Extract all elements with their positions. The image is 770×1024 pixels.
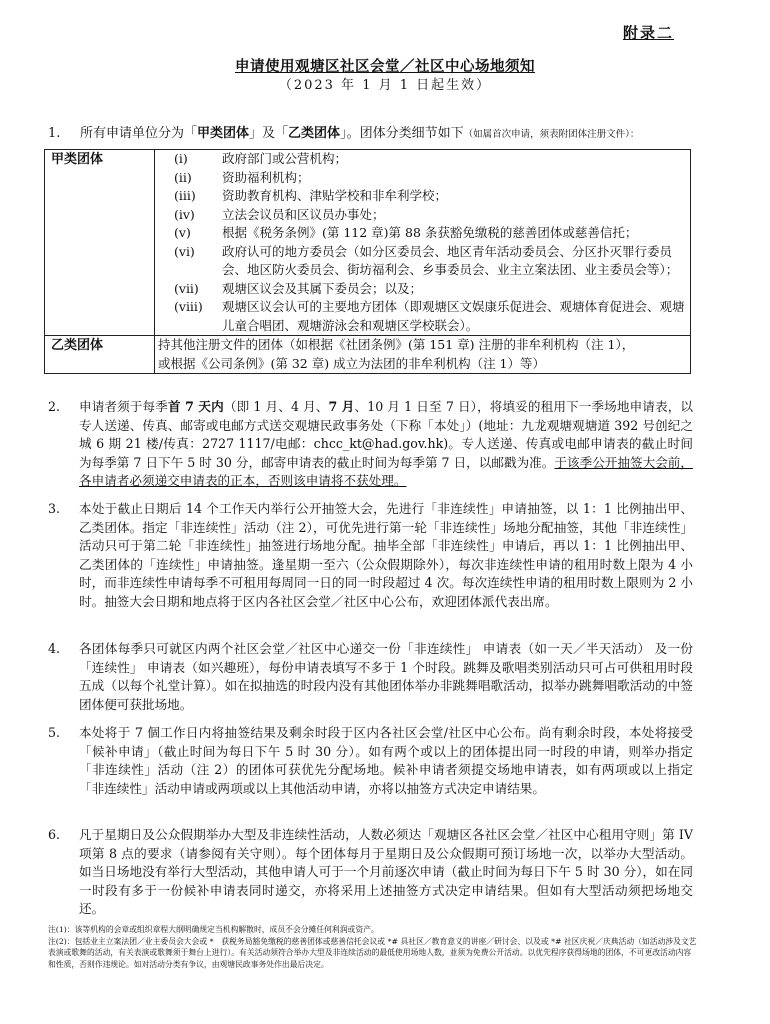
paragraph-number: 4. xyxy=(48,641,61,656)
item-text: 资助福利机构； xyxy=(222,169,310,185)
paragraph-body: 各团体每季只可就区内两个社区会堂／社区中心递交一份「非连续性」 申请表（如一天／半天活动） 及一份「连续性」 申请表（如兴趣班），每份申请表填写不多于 1 个时段。跳舞及歌唱类别活动只可占可供租用时段五成（以每个礼堂计算）。如在拟抽选的时段内没有其他团体举办非跳舞唱歌活动，拟举办跳舞唱歌活动的中签团体便可获批场地。 xyxy=(79,641,693,712)
item-text: 观塘区议会及其属下委员会；以及； xyxy=(222,280,423,296)
p2-text: 、10 月 1 日至 7 日），将填妥的租用下一季场地申请表，以专人送递、传真、邮寄或电邮方式送交观塘民政事务处（下称「本处」）(地址：九龙观塘观塘道 392 号创纪之城 6 期 21 楼/传真：2727 1117/电邮：chcc_kt@had.gov.hk)。专人送递、传真或电邮申请表的截止时间为每季第 7 日下午 5 时 30 分，邮寄申请表的截止时间为每季第 7 日，以邮戳为准。 xyxy=(79,399,693,470)
list-item xyxy=(158,150,687,169)
item-roman: (vii) xyxy=(174,280,199,296)
item-text: 观塘区议会认可的主要地方团体（即观塘区文娱康乐促进会、观塘体育促进会、观塘儿童合唱团、观塘游泳会和观塘区学校联会）。 xyxy=(222,299,685,333)
paragraph-number: 3. xyxy=(48,501,61,516)
item-text: 政府认可的地方委员会（如分区委员会、地区青年活动委员会、分区扑灭罪行委员会、地区防火委员会、街坊福利会、乡事委员会、业主立案法团、业主委员会等）； xyxy=(222,243,679,277)
class-b-description xyxy=(155,336,691,374)
p2-text: 申请者须于每季 xyxy=(79,399,168,414)
paragraph-6 xyxy=(48,826,693,919)
item-roman: (iii) xyxy=(174,188,196,203)
item-roman: (ii) xyxy=(174,169,192,185)
paragraph-2 xyxy=(48,398,693,491)
paragraph-body: 本处于截止日期后 14 个工作天内举行公开抽签大会，先进行「非连续性」申请抽签，以 1：1 比例抽出甲、乙类团体。指定「非连续性」活动（注 2），可优先进行第一轮「非连续性」场地分配抽签，其他「非连续性」活动只可于第二轮「非连续性」抽签进行场地分配。抽毕全部「非连续性」申请后，再以 1：1 比例抽出甲、乙类团体的「连续性」申请抽签。逢星期一至六（公众假期除外），每次非连续性申请的租用时数上限为 4 小时，而非连续性申请每季不可租用每周同一日的同一时段超过 4 次。每次连续性申请的租用时数上限则为 2 小时。抽签大会日期和地点将于区内各社区会堂／社区中心公布，欢迎团体派代表出席。 xyxy=(79,501,693,609)
paragraph-5 xyxy=(48,724,693,798)
list-item xyxy=(158,280,687,299)
footnote-1: 注(1)：该等机构的会章或组织章程大纲明确规定当机构解散时，成员不会分摊任何利润或资产。 xyxy=(48,925,379,934)
p2-underlined: 于该季公开抽签大会前，各申请者必须递交申请表的正本，否则该申请将不获处理。 xyxy=(79,454,693,489)
paragraph-number: 5. xyxy=(48,725,61,740)
paragraph-number: 1. xyxy=(48,126,61,141)
p1-text-b: 」及「 xyxy=(249,126,289,141)
p1-text-a: 所有申请单位分为「 xyxy=(80,126,198,141)
p1-small-note: （如属首次申请，须表附团体注册文件）： xyxy=(463,129,640,140)
p1-class-a: 甲类团体 xyxy=(197,126,250,141)
item-text: 资助教育机构、津贴学校和非牟利学校； xyxy=(222,188,448,203)
p1-text-c: 」。团体分类细节如下 xyxy=(340,126,464,141)
class-a-row xyxy=(45,150,691,336)
item-roman: (i) xyxy=(174,151,188,166)
item-roman: (viii) xyxy=(174,299,203,314)
item-text: 立法会议员和区议员办事处； xyxy=(222,206,385,222)
p2-text: （即 1 月、4 月、 xyxy=(223,399,329,414)
classification-table xyxy=(44,149,691,374)
p2-bold: 7 月 xyxy=(328,399,355,414)
list-item xyxy=(158,298,687,335)
document-title: 申请使用观塘区社区会堂／社区中心场地须知 xyxy=(235,58,535,75)
p1-class-b: 乙类团体 xyxy=(288,126,341,141)
effective-date: （2023 年 1 月 1 日起生效） xyxy=(278,78,492,93)
paragraph-number: 6. xyxy=(48,827,61,842)
list-item xyxy=(158,224,687,243)
footnote-2: 注(2)：包括业主立案法团／业主委员会大会或 * 获税务局豁免缴税的慈善团体或慈善信托会议或 *# 具社区／教育意义的讲座／研讨会、以及或 *# 社区庆祝／庆典活动（如活动涉及文艺表演或歌舞的活动，有关表演或歌舞须于舞台上进行）。有关活动须符合举办大型及非连续活动的最低使用场地人数，並须为免费公开活动。以优先程序获得场地的团体，不可更改活动内容和性质，否则作违规论。如对活动分类有争议，由观塘民政事务处作出最后决定。 xyxy=(48,936,697,969)
appendix-label: 附录二 xyxy=(622,24,674,42)
paragraph-number: 2. xyxy=(48,399,61,414)
item-roman: (vi) xyxy=(174,243,195,259)
list-item xyxy=(158,243,687,280)
class-b-row xyxy=(45,336,691,374)
list-item xyxy=(158,169,687,188)
class-b-header: 乙类团体 xyxy=(45,336,155,374)
paragraph-1 xyxy=(48,122,639,141)
item-text: 根据《税务条例》(第 112 章)第 88 条获豁免缴税的慈善团体或慈善信托； xyxy=(222,225,638,240)
paragraph-body xyxy=(79,398,693,491)
item-text: 政府部门或公营机构； xyxy=(222,151,348,166)
item-roman: (iv) xyxy=(174,206,195,222)
class-b-line-2: 或根据《公司条例》(第 32 章) 成立为法团的非牟利机构（注 1）等） xyxy=(158,355,546,371)
class-b-line-1: 持其他注册文件的团体（如根据《社团条例》(第 151 章) 注册的非牟利机构（注 1）， xyxy=(158,337,635,352)
paragraph-body: 凡于星期日及公众假期举办大型及非连续性活动，人数必须达「观塘区各社区会堂／社区中心租用守则」第 IV 项第 8 点的要求（请参阅有关守则）。每个团体每月于星期日及公众假期可预订场地一次，以举办大型活动。如当日场地没有举行大型活动，其他申请人可于一个月前逐次申请（截止时间为每日下午 5 时 30 分），如在同一时段有多于一份候补申请表同时递交，亦将采用上述抽签方式决定申请结果。但如有大型活动须把场地交还。 xyxy=(79,827,693,917)
paragraph-body: 本处将于 7 個工作日内将抽签结果及剩余时段于区内各社区会堂/社区中心公布。尚有剩余时段，本处将接受「候补申请」（截止时间为每日下午 5 时 30 分）。如有两个或以上的团体提出同一时段的申请，则举办指定「非连续性」活动（注 2）的团体可获优先分配场地。候补申请者须提交场地申请表，如有两项或以上指定「非连续性」活动申请或两项或以上其他活动申请，亦将以抽签方式决定申请结果。 xyxy=(79,725,693,796)
item-roman: (v) xyxy=(174,225,191,240)
footnotes xyxy=(48,924,698,970)
paragraph-4 xyxy=(48,640,693,714)
paragraph-3 xyxy=(48,500,693,612)
class-a-header: 甲类团体 xyxy=(45,150,155,336)
list-item xyxy=(158,206,687,225)
class-a-items xyxy=(155,150,691,336)
list-item xyxy=(158,187,687,206)
p2-bold: 首 7 天内 xyxy=(167,399,224,414)
